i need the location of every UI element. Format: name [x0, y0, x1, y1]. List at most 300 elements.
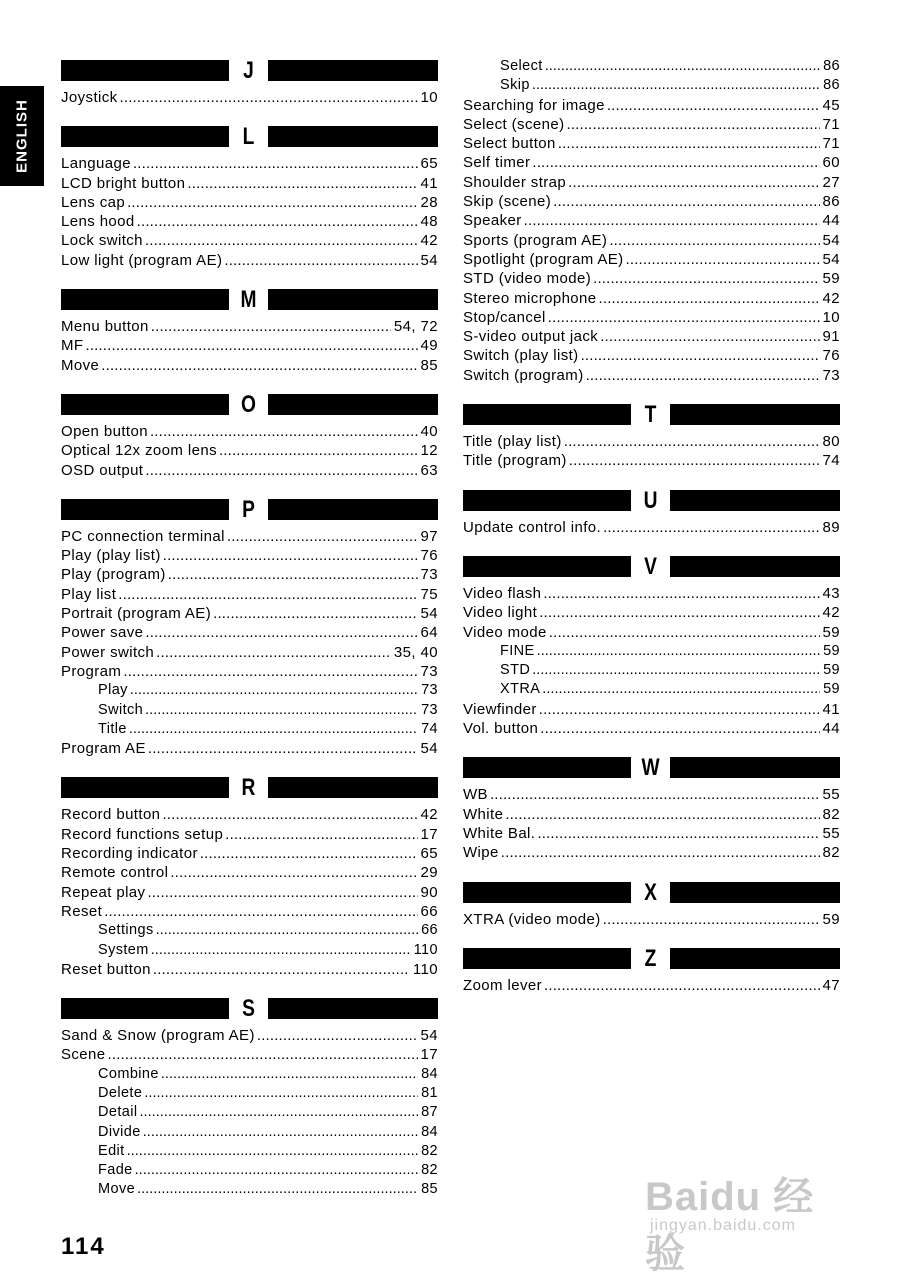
dot-leader [137, 212, 418, 231]
index-column-left [61, 57, 438, 1200]
entry-page: 59 [822, 623, 840, 641]
entry-term: PC connection terminal [61, 527, 225, 545]
dot-leader [609, 231, 819, 250]
entry-page: 84 [421, 1065, 438, 1082]
dot-leader [603, 518, 819, 537]
entry-term: Combine [98, 1065, 159, 1082]
index-section [61, 995, 438, 1200]
section-header [61, 774, 438, 802]
index-entry [61, 441, 438, 460]
dot-leader [603, 910, 820, 929]
index-entry [463, 115, 840, 134]
index-entry [463, 250, 840, 269]
entry-term: Lock switch [61, 232, 143, 250]
entry-page: 59 [823, 642, 840, 659]
index-entry [61, 336, 438, 355]
header-bar-left [463, 882, 631, 903]
entry-term: OSD output [61, 461, 144, 479]
header-bar-left [61, 777, 229, 798]
page-number: 114 [61, 1233, 106, 1260]
entry-page: 28 [420, 193, 438, 211]
entry-page: 81 [421, 1084, 438, 1101]
entry-page: 55 [822, 824, 840, 842]
entry-term: XTRA [500, 681, 541, 698]
dot-leader [549, 623, 820, 642]
entry-page: 76 [822, 347, 840, 365]
dot-leader [225, 825, 417, 844]
entry-term: Delete [98, 1084, 143, 1101]
header-bar-left [463, 490, 631, 511]
header-bar-left [61, 998, 229, 1019]
entry-term: Repeat play [61, 883, 146, 901]
dot-leader [568, 173, 819, 192]
index-entry [61, 317, 438, 336]
header-bar-left [61, 289, 229, 310]
index-entry [61, 527, 438, 546]
entry-term: Divide [98, 1123, 141, 1140]
entry-term: Reset button [61, 960, 151, 978]
entry-page: 59 [823, 681, 840, 698]
index-column-right [463, 57, 840, 995]
index-subentry [61, 1142, 438, 1161]
entry-term: Open button [61, 422, 148, 440]
index-entry [463, 785, 840, 804]
dot-leader [139, 1103, 418, 1122]
entry-term: Stereo microphone [463, 289, 597, 307]
dot-leader [532, 661, 820, 680]
entry-page: 75 [420, 585, 438, 603]
entry-page: 41 [822, 700, 840, 718]
index-section [463, 486, 840, 537]
dot-leader [200, 844, 418, 863]
entry-term: Reset [61, 902, 103, 920]
header-bar-right [268, 60, 438, 81]
index-entry [61, 643, 438, 662]
entry-page: 63 [420, 461, 438, 479]
entry-page: 54 [822, 231, 840, 249]
index-subentry [61, 941, 438, 960]
entry-page: 84 [421, 1123, 438, 1140]
dot-leader [524, 211, 820, 230]
index-entry [61, 546, 438, 565]
entry-page: 73 [420, 566, 438, 584]
dot-leader [505, 805, 819, 824]
entry-term: Joystick [61, 89, 118, 106]
index-entry [463, 805, 840, 824]
header-bar-left [61, 394, 229, 415]
index-entry [463, 211, 840, 230]
index-subentry [61, 921, 438, 940]
index-subentry [463, 642, 840, 661]
entry-page: 89 [822, 518, 840, 536]
entry-term: Select [500, 58, 543, 74]
entry-page: 49 [420, 337, 438, 355]
index-entry [61, 739, 438, 758]
entry-page: 41 [420, 174, 438, 192]
header-bar-right [670, 556, 840, 577]
dot-leader [537, 642, 820, 661]
dot-leader [147, 883, 417, 902]
entry-page: 54 [420, 605, 438, 623]
header-bar-right [670, 404, 840, 425]
entry-page: 59 [822, 910, 840, 928]
entry-page: 54 [822, 250, 840, 268]
entry-page: 82 [421, 1162, 438, 1179]
dot-leader [213, 604, 417, 623]
entry-term: White Bal. [463, 824, 536, 842]
dot-leader [599, 289, 820, 308]
entry-term: MF [61, 337, 84, 355]
entry-term: Move [61, 356, 100, 374]
dot-leader [101, 356, 417, 375]
dot-leader [586, 366, 820, 385]
entry-term: STD (video mode) [463, 270, 592, 288]
dot-leader [490, 785, 820, 804]
entry-page: 66 [421, 922, 438, 939]
index-section [463, 401, 840, 471]
dot-leader [145, 231, 418, 250]
index-entry [61, 662, 438, 681]
entry-term: WB [463, 786, 488, 804]
entry-term: Low light (program AE) [61, 251, 223, 269]
dot-leader [104, 902, 417, 921]
entry-page: 42 [822, 604, 840, 622]
dot-leader [151, 941, 411, 960]
entry-page: 82 [822, 805, 840, 823]
dot-leader [187, 174, 417, 193]
watermark-url: jingyan.baidu.com [650, 1217, 796, 1234]
entry-term: White [463, 805, 504, 823]
entry-page: 71 [822, 115, 840, 133]
watermark [645, 1145, 855, 1276]
dot-leader [108, 1045, 418, 1064]
index-entry [61, 883, 438, 902]
section-letter: R [241, 774, 256, 802]
dot-leader [564, 432, 820, 451]
entry-term: Title (program) [463, 452, 567, 470]
header-bar-left [61, 126, 229, 147]
entry-page: 48 [420, 213, 438, 231]
section-header [463, 486, 840, 514]
entry-page: 60 [822, 154, 840, 172]
index-entry [61, 422, 438, 441]
index-entry [463, 346, 840, 365]
dot-leader [542, 680, 820, 699]
dot-leader [127, 1142, 418, 1161]
section-header [61, 495, 438, 523]
dot-leader [145, 623, 417, 642]
entry-term: S-video output jack [463, 328, 599, 346]
entry-term: Remote control [61, 864, 169, 882]
entry-page: 17 [420, 1046, 438, 1064]
dot-leader [566, 115, 819, 134]
section-letter: M [240, 286, 257, 314]
section-letter: J [243, 57, 254, 84]
entry-term: Switch (play list) [463, 347, 579, 365]
entry-term: Menu button [61, 318, 149, 336]
section-letter: P [242, 495, 255, 523]
entry-term: FINE [500, 642, 535, 659]
entry-term: Select button [463, 135, 556, 153]
index-entry [463, 308, 840, 327]
index-entry [61, 193, 438, 212]
entry-term: Title [98, 720, 127, 737]
section-header [61, 57, 438, 84]
index-subentry [61, 1180, 438, 1199]
dot-leader [539, 700, 820, 719]
entry-page: 42 [420, 806, 438, 824]
entry-term: Wipe [463, 844, 499, 862]
index-entry [463, 518, 840, 537]
index-entry [463, 432, 840, 451]
section-letter: W [641, 754, 660, 782]
side-tab-label: ENGLISH [13, 99, 31, 173]
index-subentry [61, 1123, 438, 1142]
entry-page: 86 [823, 58, 840, 74]
entry-term: Update control info. [463, 518, 602, 536]
index-subentry [463, 680, 840, 699]
entry-page: 66 [420, 902, 438, 920]
entry-term: Settings [98, 922, 154, 939]
dot-leader [607, 96, 820, 115]
section-letter: T [644, 401, 657, 429]
index-subentry [61, 1103, 438, 1122]
dot-leader [569, 451, 820, 470]
entry-term: Play [98, 682, 128, 699]
index-subentry [61, 1084, 438, 1103]
index-entry [61, 461, 438, 480]
index-entry [61, 231, 438, 250]
entry-term: Portrait (program AE) [61, 605, 212, 623]
entry-term: Program [61, 662, 122, 680]
index-entry [61, 212, 438, 231]
dot-leader [170, 863, 417, 882]
entry-page: 65 [420, 845, 438, 863]
index-subentry [61, 681, 438, 700]
index-subentry [61, 1161, 438, 1180]
entry-term: Select (scene) [463, 115, 565, 133]
index-entry [463, 976, 840, 995]
index-section [61, 390, 438, 480]
dot-leader [257, 1026, 418, 1045]
entry-page: 64 [420, 624, 438, 642]
index-section [463, 944, 840, 995]
dot-leader [543, 584, 819, 603]
entry-page: 73 [822, 366, 840, 384]
index-subentry [463, 76, 840, 95]
index-entry [463, 96, 840, 115]
dot-leader [118, 585, 417, 604]
entry-page: 29 [420, 864, 438, 882]
index-entry [61, 623, 438, 642]
dot-leader [227, 527, 418, 546]
entry-page: 74 [421, 720, 438, 737]
index-entry [463, 910, 840, 929]
entry-term: Skip [500, 77, 530, 94]
dot-leader [558, 134, 820, 153]
entry-page: 80 [822, 433, 840, 451]
index-section [61, 495, 438, 759]
section-letter: Z [644, 944, 657, 972]
index-entry [61, 88, 438, 107]
dot-leader [544, 976, 819, 995]
dot-leader [532, 76, 820, 95]
dot-leader [143, 1123, 418, 1142]
entry-term: Shoulder strap [463, 173, 567, 191]
header-bar-left [463, 948, 631, 969]
header-bar-right [268, 499, 438, 520]
entry-term: XTRA (video mode) [463, 910, 601, 928]
index-entry [61, 174, 438, 193]
dot-leader [548, 308, 820, 327]
dot-leader [127, 193, 417, 212]
index-subentry [61, 701, 438, 720]
dot-leader [148, 739, 418, 758]
entry-term: Spotlight (program AE) [463, 250, 624, 268]
index-section [463, 552, 840, 738]
header-bar-right [268, 289, 438, 310]
index-entry [61, 805, 438, 824]
index-entry [463, 584, 840, 603]
index-entry [463, 623, 840, 642]
entry-term: LCD bright button [61, 174, 186, 192]
entry-term: Program AE [61, 740, 146, 758]
index-section [463, 754, 840, 862]
dot-leader [162, 805, 417, 824]
entry-page: 40 [420, 422, 438, 440]
dot-leader [120, 88, 418, 107]
section-letter: O [241, 390, 256, 418]
header-bar-left [61, 60, 229, 81]
index-section [61, 123, 438, 270]
entry-term: Power save [61, 624, 144, 642]
entry-term: Searching for image [463, 96, 605, 114]
dot-leader [626, 250, 820, 269]
dot-leader [539, 603, 819, 622]
entry-page: 42 [822, 289, 840, 307]
header-bar-left [463, 757, 631, 778]
entry-page: 42 [420, 232, 438, 250]
entry-term: Speaker [463, 212, 522, 230]
dot-leader [224, 251, 417, 270]
entry-page: 74 [822, 452, 840, 470]
dot-leader [163, 546, 418, 565]
entry-page: 110 [413, 941, 438, 958]
entry-term: Move [98, 1181, 136, 1198]
section-header [61, 995, 438, 1023]
dot-leader [156, 643, 391, 662]
index-entry [61, 825, 438, 844]
dot-leader [135, 1161, 418, 1180]
index-entry [463, 843, 840, 862]
index-entry [463, 231, 840, 250]
dot-leader [130, 681, 418, 700]
entry-page: 45 [822, 96, 840, 114]
entry-page: 85 [420, 356, 438, 374]
dot-leader [150, 422, 418, 441]
entry-term: Viewfinder [463, 700, 537, 718]
header-bar-right [670, 882, 840, 903]
entry-term: Play (play list) [61, 547, 161, 565]
entry-term: Fade [98, 1162, 133, 1179]
dot-leader [137, 1180, 418, 1199]
index-entry [61, 565, 438, 584]
entry-page: 59 [822, 270, 840, 288]
entry-term: Video mode [463, 623, 547, 641]
entry-page: 73 [420, 662, 438, 680]
entry-term: Lens cap [61, 193, 126, 211]
index-entry [463, 173, 840, 192]
index-section [463, 57, 840, 385]
index-entry [463, 134, 840, 153]
watermark-logo: Baidu 经验 [645, 1175, 815, 1276]
section-letter: L [242, 123, 255, 151]
dot-leader [144, 1084, 418, 1103]
entry-term: Title (play list) [463, 433, 562, 451]
section-header [463, 401, 840, 429]
entry-page: 35, 40 [393, 643, 438, 661]
entry-term: Optical 12x zoom lens [61, 442, 217, 460]
entry-page: 10 [420, 89, 438, 106]
index-entry [463, 192, 840, 211]
index-section [463, 878, 840, 929]
entry-page: 82 [421, 1142, 438, 1159]
entry-page: 54 [420, 740, 438, 758]
section-header [61, 390, 438, 418]
index-entry [61, 960, 438, 979]
index-entry [61, 356, 438, 375]
entry-term: Self timer [463, 154, 531, 172]
dot-leader [85, 336, 417, 355]
index-section [61, 286, 438, 375]
entry-page: 73 [421, 701, 438, 718]
entry-page: 27 [822, 173, 840, 191]
entry-page: 12 [420, 442, 438, 460]
entry-term: Detail [98, 1104, 138, 1121]
index-section [61, 774, 438, 979]
entry-term: Sports (program AE) [463, 231, 608, 249]
entry-term: Video flash [463, 584, 542, 602]
entry-term: Switch [98, 701, 144, 718]
entry-page: 44 [822, 720, 840, 738]
entry-term: Switch (program) [463, 366, 584, 384]
entry-page: 110 [412, 960, 438, 978]
entry-page: 90 [420, 883, 438, 901]
index-subentry [463, 57, 840, 76]
entry-term: Scene [61, 1046, 106, 1064]
entry-term: Sand & Snow (program AE) [61, 1027, 255, 1045]
section-header [463, 754, 840, 782]
entry-page: 71 [822, 135, 840, 153]
entry-page: 59 [823, 662, 840, 679]
entry-page: 44 [822, 212, 840, 230]
index-entry [463, 824, 840, 843]
dot-leader [540, 719, 819, 738]
entry-page: 65 [420, 155, 438, 173]
dot-leader [532, 153, 819, 172]
entry-page: 54, 72 [393, 318, 438, 336]
index-subentry [61, 1065, 438, 1084]
entry-term: Record functions setup [61, 825, 224, 843]
section-header [463, 552, 840, 580]
header-bar-left [61, 499, 229, 520]
entry-term: Vol. button [463, 720, 539, 738]
dot-leader [219, 441, 418, 460]
dot-leader [153, 960, 410, 979]
entry-term: Power switch [61, 643, 155, 661]
entry-term: Lens hood [61, 213, 135, 231]
dot-leader [123, 662, 417, 681]
